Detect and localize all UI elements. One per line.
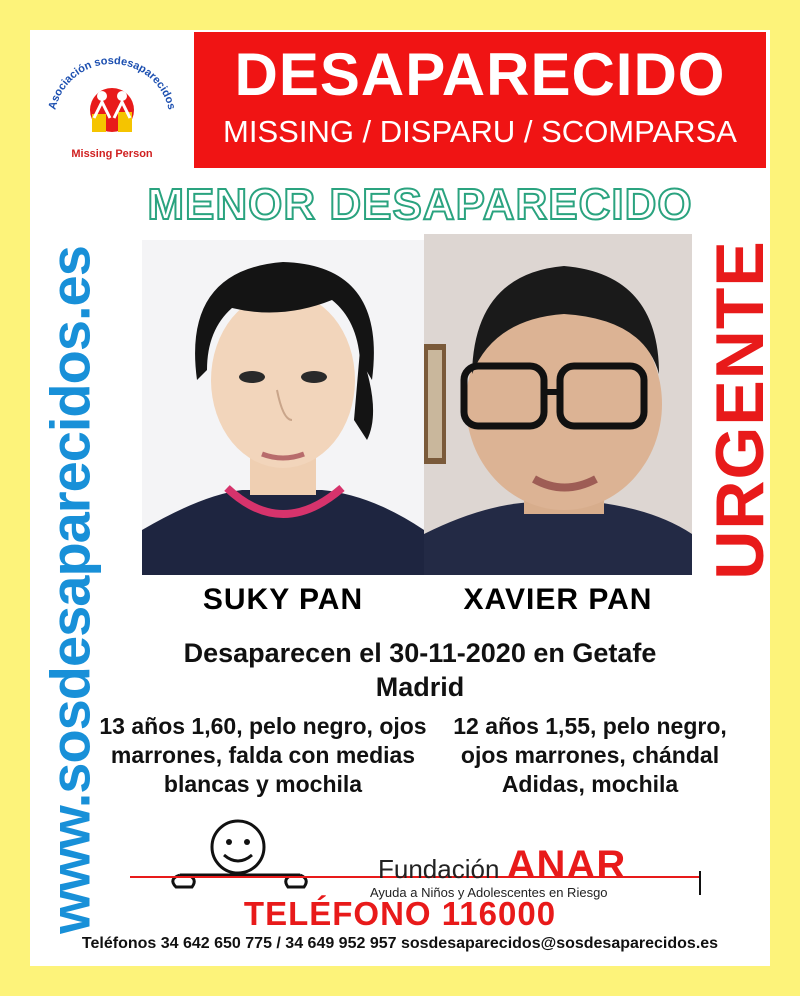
logo-arc-text: Asociación sosdesaparecidos	[46, 54, 178, 111]
description-suky: 13 años 1,60, pelo negro, ojos marrones, falda con medias blancas y mochila	[99, 713, 427, 797]
name-xavier: XAVIER PAN	[463, 583, 653, 616]
disappearance-place-line: Madrid	[375, 672, 465, 702]
photo-xavier	[424, 234, 692, 575]
anar-fundacion: Fundación	[378, 854, 500, 884]
disappearance-info	[110, 636, 730, 704]
association-logo	[32, 30, 192, 170]
anar-name	[378, 843, 626, 888]
urgent-text: URGENTE	[702, 240, 778, 580]
side-website-text: www.sosdesaparecidos.es	[38, 246, 102, 934]
portrait-girl-image	[142, 240, 424, 575]
portrait-boy-image	[424, 234, 692, 575]
anar-brand: ANAR	[506, 843, 627, 887]
contact-line: Teléfonos 34 642 650 775 / 34 649 952 957 sosdesaparecidos@sosdesaparecidos.es	[81, 935, 719, 952]
logo-caption: Missing Person	[71, 148, 153, 160]
photo-suky	[142, 240, 424, 575]
description-xavier: 12 años 1,55, pelo negro, ojos marrones, chándal Adidas, mochila	[453, 713, 727, 797]
anar-tagline: Ayuda a Niños y Adolescentes en Riesgo	[370, 885, 608, 900]
missing-banner	[194, 32, 766, 168]
logo-figures-icon	[32, 30, 192, 150]
disappearance-date-line: Desaparecen el 30-11-2020 en Getafe	[183, 638, 657, 668]
anar-telephone: TELÉFONO 116000	[243, 895, 557, 932]
banner-title: DESAPARECIDO	[234, 41, 726, 108]
banner-subtitle: MISSING / DISPARU / SCOMPARSA	[223, 114, 737, 149]
minor-missing-heading: MENOR DESAPARECIDO	[147, 180, 693, 229]
name-suky: SUKY PAN	[202, 583, 364, 616]
